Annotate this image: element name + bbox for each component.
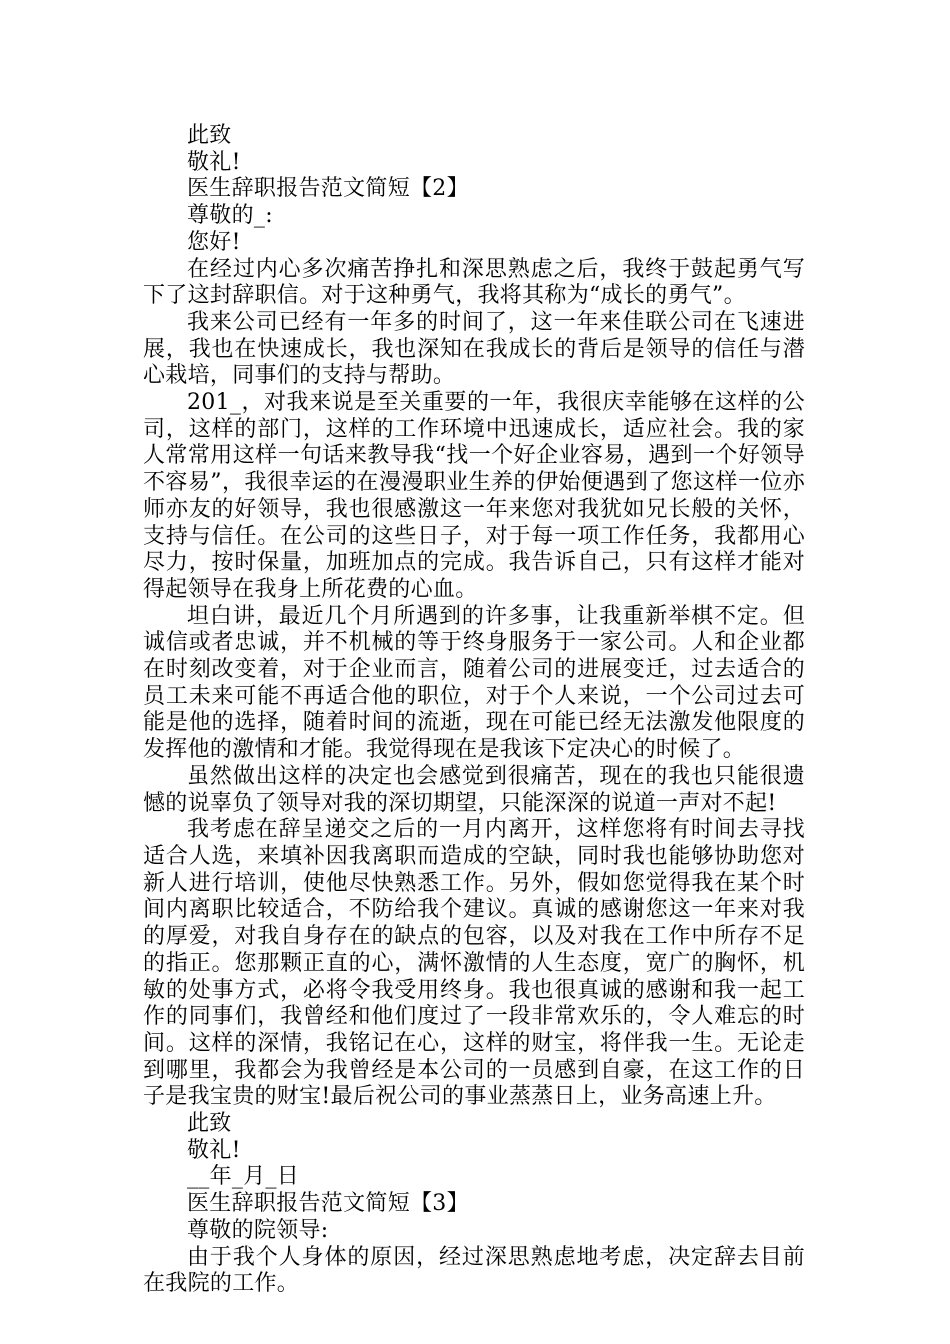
addressee-line: 尊敬的_: — [187, 203, 273, 229]
section-heading: 医生辞职报告范文简短【2】 — [187, 176, 469, 202]
salutation-line: 敬礼! — [187, 1137, 241, 1163]
body-paragraph: 在经过内心多次痛苦挣扎和深思熟虑之后，我终于鼓起勇气写下了这封辞职信。对于这种勇气，我将其称为“成长的勇气”。 — [143, 256, 805, 309]
document-body — [143, 123, 805, 1298]
closing-line: 此致 — [187, 1111, 232, 1137]
section-heading: 医生辞职报告范文简短【3】 — [187, 1191, 469, 1217]
salutation-line: 敬礼! — [187, 149, 241, 175]
body-paragraph: 虽然做出这样的决定也会感觉到很痛苦，现在的我也只能很遗憾的说辜负了领导对我的深切期望，只能深深的说道一声对不起! — [143, 763, 805, 816]
greeting-line: 您好! — [187, 229, 241, 255]
body-paragraph: 由于我个人身体的原因，经过深思熟虑地考虑，决定辞去目前在我院的工作。 — [143, 1244, 805, 1297]
body-paragraph: 我来公司已经有一年多的时间了，这一年来佳联公司在飞速进展，我也在快速成长，我也深知在我成长的背后是领导的信任与潜心栽培，同事们的支持与帮助。 — [143, 309, 805, 389]
body-paragraph: 201_，对我来说是至关重要的一年，我很庆幸能够在这样的公司，这样的部门，这样的工作环境中迅速成长，适应社会。我的家人常常用这样一句话来教导我“找一个好企业容易，遇到一个好领导不容易”，我很幸运的在漫漫职业生养的伊始便遇到了您这样一位亦师亦友的好领导，我也很感激这一年来您对我犹如兄长般的关怀，支持与信任。在公司的这些日子，对于每一项工作任务，我都用心尽力，按时保量，加班加点的完成。我告诉自己，只有这样才能对得起领导在我身上所花费的心血。 — [143, 390, 805, 602]
body-paragraph: 我考虑在辞呈递交之后的一月内离开，这样您将有时间去寻找适合人选，来填补因我离职而造成的空缺，同时我也能够协助您对新人进行培训，使他尽快熟悉工作。另外，假如您觉得我在某个时间内离职比较适合，不防给我个建议。真诚的感谢您这一年来对我的厚爱，对我自身存在的缺点的包容，以及对我在工作中所存不足的指正。您那颗正直的心，满怀激情的人生态度，宽广的胸怀，机敏的处事方式，必将令我受用终身。我也很真诚的感谢和我一起工作的同事们，我曾经和他们度过了一段非常欢乐的，令人难忘的时间。这样的深情，我铭记在心，这样的财宝，将伴我一生。无论走到哪里，我都会为我曾经是本公司的一员感到自豪，在这工作的日子是我宝贵的财宝!最后祝公司的事业蒸蒸日上，业务高速上升。 — [143, 817, 805, 1110]
body-paragraph: 坦白讲，最近几个月所遇到的许多事，让我重新举棋不定。但诚信或者忠诚，并不机械的等于终身服务于一家公司。人和企业都在时刻改变着，对于企业而言，随着公司的进展变迁，过去适合的员工未来可能不再适合他的职位，对于个人来说，一个公司过去可能是他的选择，随着时间的流逝，现在可能已经无法激发他限度的发挥他的激情和才能。我觉得现在是我该下定决心的时候了。 — [143, 603, 805, 763]
addressee-line: 尊敬的院领导: — [187, 1217, 329, 1243]
date-line: __年_月_日 — [187, 1164, 300, 1190]
closing-line: 此致 — [187, 123, 232, 148]
